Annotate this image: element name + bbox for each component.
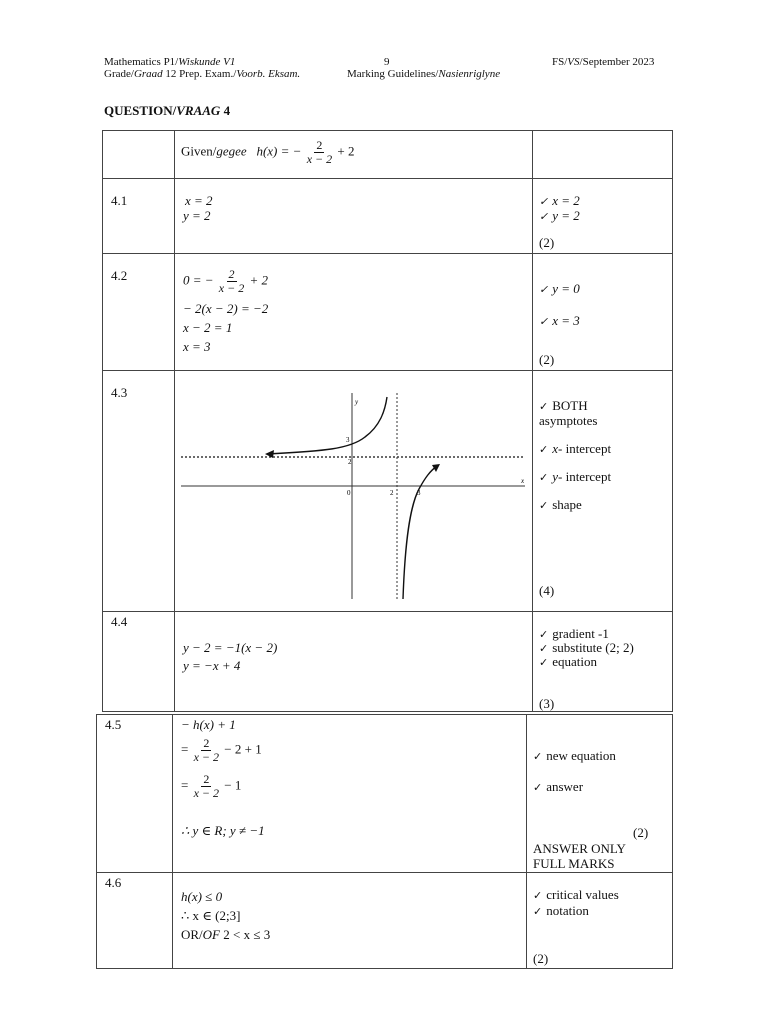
mark-item: ✓ answer [533, 779, 584, 794]
mark-total: (2) [533, 951, 549, 966]
answer-line: OR/OF 2 < x ≤ 3 [181, 927, 271, 942]
mark-total: (2) [539, 235, 555, 250]
mark-item: ✓ y = 0 [539, 281, 580, 296]
answer-line: x − 2 = 1 [183, 320, 233, 335]
header-date: FS/VS/September 2023 [552, 56, 655, 68]
note-answer-only: ANSWER ONLY [533, 841, 626, 856]
row-4-6 [97, 873, 673, 969]
tick-2-x: 2 [390, 489, 394, 497]
row-4-4 [103, 612, 673, 712]
mark-item: ✓ substitute (2; 2) [539, 640, 634, 655]
given-function: Given/gegee h(x) = − $\frac{2}{x - 2}$ + 2 [181, 138, 355, 166]
tick-3-x: 3 [417, 489, 421, 497]
question-number: 4.3 [111, 385, 128, 400]
answer-line: x = 3 [183, 339, 211, 354]
row-4-1 [103, 179, 673, 254]
mark-item: ✓ y- intercept [539, 469, 612, 484]
mark-item: ✓ new equation [533, 748, 616, 763]
given-row [103, 131, 673, 179]
answer-line: ∴ x ∈ (2;3] [181, 908, 241, 923]
answer-line: − h(x) + 1 [181, 717, 236, 732]
mark-item: ✓ critical values [533, 887, 619, 902]
question-number: 4.2 [111, 268, 128, 283]
question-number: 4.4 [111, 614, 128, 629]
row-4-5 [97, 715, 673, 873]
answer-line: ∴ y ∈ R; y ≠ −1 [181, 823, 265, 838]
left-branch [267, 397, 387, 454]
answer-line: 0 = − $\frac{2}{x - 2}$ + 2 [183, 267, 269, 295]
answer-line: x = 2 [185, 193, 213, 208]
y-axis-label: y [355, 398, 359, 406]
answer-line: y − 2 = −1(x − 2) [183, 640, 278, 655]
answer-line: y = −x + 4 [183, 658, 241, 673]
mark-item: ✓ equation [539, 654, 597, 669]
tick-3-y: 3 [346, 436, 350, 444]
mark-item: ✓ BOTH [539, 398, 588, 413]
mark-total: (2) [539, 352, 555, 367]
answer-line: h(x) ≤ 0 [181, 889, 223, 904]
mark-item: ✓ shape [539, 497, 582, 512]
row-4-2 [103, 254, 673, 371]
header-grade: Grade/Graad 12 Prep. Exam./Voorb. Eksam. [104, 68, 301, 80]
question-title: QUESTION/VRAAG 4 [104, 103, 231, 118]
mark-item-cont: asymptotes [539, 413, 598, 428]
mark-item: ✓ x- intercept [539, 441, 612, 456]
page-number: 9 [384, 56, 390, 68]
mark-total: (4) [539, 583, 555, 598]
note-full-marks: FULL MARKS [533, 856, 615, 871]
header-marking-guidelines: Marking Guidelines/Nasienriglyne [347, 68, 501, 80]
question-number: 4.1 [111, 193, 128, 208]
mark-total: (2) [633, 825, 649, 840]
mark-item: ✓ gradient -1 [539, 626, 609, 641]
mark-item: ✓ y = 2 [539, 208, 580, 223]
mark-total: (3) [539, 696, 555, 711]
answer-line: y = 2 [183, 208, 211, 223]
origin-label: 0 [347, 489, 351, 497]
row-4-3 [103, 371, 673, 612]
question-number: 4.6 [105, 875, 122, 890]
mark-item: ✓ x = 2 [539, 193, 580, 208]
answer-line: − 2(x − 2) = −2 [183, 301, 269, 316]
marking-table-bottom [96, 714, 673, 969]
header-subject: Mathematics P1/Wiskunde V1 [104, 56, 236, 68]
right-arrow [432, 464, 440, 472]
x-axis-label: x [521, 477, 525, 485]
mark-item: ✓ notation [533, 903, 589, 918]
tick-2-y: 2 [348, 458, 352, 466]
answer-line: = $\frac{2}{x - 2}$ − 2 + 1 [181, 736, 262, 764]
marking-table-top [102, 130, 673, 712]
hyperbola-graph [175, 371, 533, 612]
question-number: 4.5 [105, 717, 122, 732]
answer-line: = $\frac{2}{x - 2}$ − 1 [181, 772, 242, 800]
mark-item: ✓ x = 3 [539, 313, 580, 328]
